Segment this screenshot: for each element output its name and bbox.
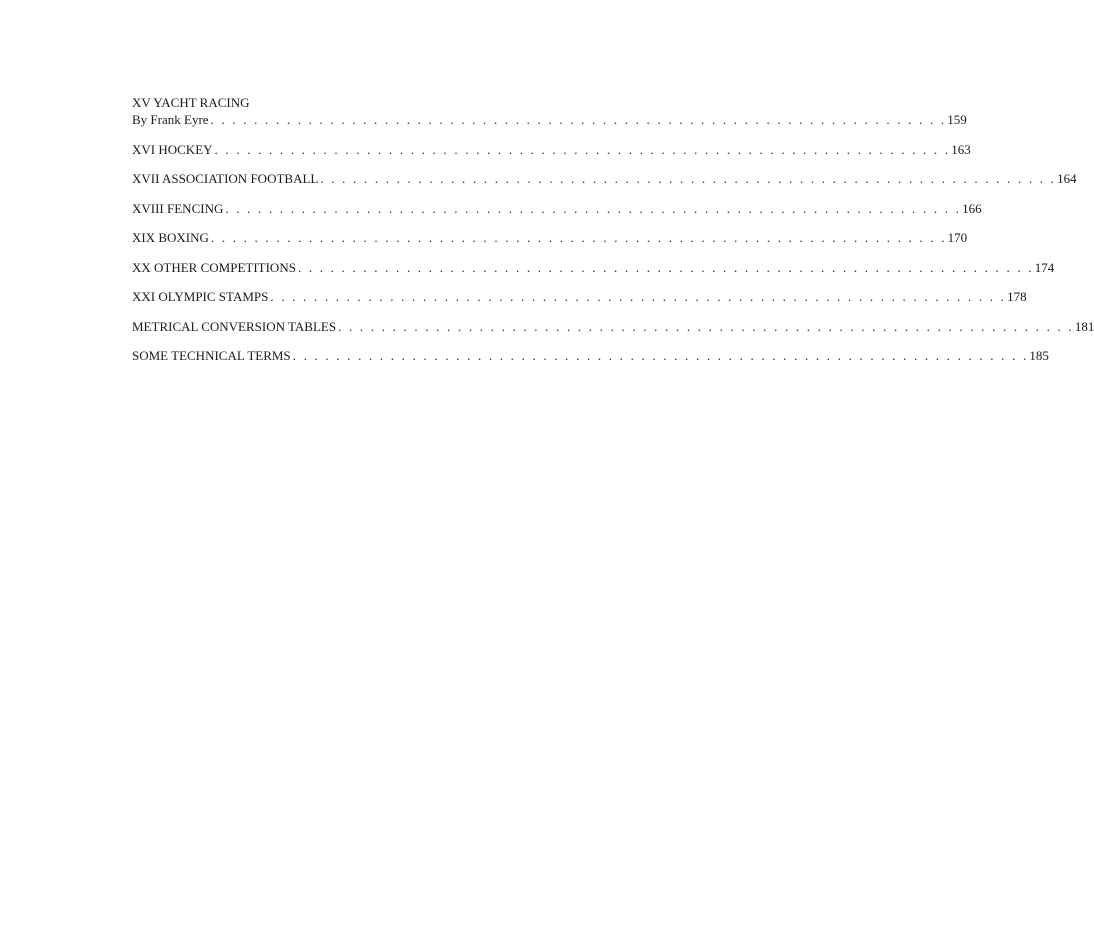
toc-page-number: 163 (951, 141, 971, 157)
toc-entry-olympic-stamps (132, 288, 1027, 305)
toc-page-number: 159 (947, 112, 967, 127)
toc-page-number: 166 (962, 200, 982, 216)
toc-entry-label: XXI OLYMPIC STAMPS (132, 289, 269, 304)
toc-entry-label: XVI HOCKEY (132, 141, 213, 157)
toc-entry-boxing (132, 229, 968, 246)
toc-page-number: 181 (1074, 318, 1094, 334)
toc-entry-hockey (132, 141, 971, 158)
toc-entry-row (132, 141, 971, 158)
dot-leader: . . . . . . . . . . . . . . . . . . . . . . . . . . . . . . . . . . . . . . . . . . . . . . . . . . . . . . . . . . . . . . . . . . . . (214, 141, 951, 157)
toc-chapter-heading: XV YACHT RACING (132, 95, 250, 110)
toc-page-number: 178 (1007, 289, 1027, 304)
toc-entry-row (132, 259, 1055, 276)
toc-entry-label: XIX BOXING (132, 230, 209, 245)
dot-leader: . . . . . . . . . . . . . . . . . . . . . . . . . . . . . . . . . . . . . . . . . . . . . . . . . . . . . . . . . . . . . . . . . . . . (338, 318, 1074, 334)
toc-entry-row (132, 229, 968, 246)
dot-leader: . . . . . . . . . . . . . . . . . . . . . . . . . . . . . . . . . . . . . . . . . . . . . . . . . . . . . . . . . . . . . . . . . . . . (270, 289, 1007, 304)
toc-entry-label: By Frank Eyre (132, 112, 209, 127)
toc-entry-row (132, 170, 1077, 187)
toc-page-number: 170 (947, 230, 968, 245)
toc-entry-fencing (132, 200, 982, 217)
dot-leader: . . . . . . . . . . . . . . . . . . . . . . . . . . . . . . . . . . . . . . . . . . . . . . . . . . . . . . . . . . . . . . . . . . . . (292, 348, 1029, 363)
dot-leader: . . . . . . . . . . . . . . . . . . . . . . . . . . . . . . . . . . . . . . . . . . . . . . . . . . . . . . . . . . . . . . . . . . . . (210, 112, 947, 127)
toc-entry-other-competitions (132, 259, 1055, 276)
table-of-contents (132, 94, 1094, 377)
toc-entry-row (132, 288, 1027, 305)
dot-leader: . . . . . . . . . . . . . . . . . . . . . . . . . . . . . . . . . . . . . . . . . . . . . . . . . . . . . . . . . . . . . . . . . . . . (320, 171, 1057, 186)
toc-entry-metrical-conversion-tables (132, 318, 1094, 335)
toc-entry-label: METRICAL CONVERSION TABLES (132, 318, 337, 334)
toc-entry-label: XVIII FENCING (132, 200, 224, 216)
toc-entry-row (132, 200, 982, 217)
toc-entry-association-football (132, 170, 1077, 187)
dot-leader: . . . . . . . . . . . . . . . . . . . . . . . . . . . . . . . . . . . . . . . . . . . . . . . . . . . . . . . . . . . . . . . . . . . . (210, 230, 947, 245)
dot-leader: . . . . . . . . . . . . . . . . . . . . . . . . . . . . . . . . . . . . . . . . . . . . . . . . . . . . . . . . . . . . . . . . . . . . (225, 200, 962, 216)
toc-entry-label: XX OTHER COMPETITIONS (132, 259, 296, 275)
toc-entry-label: XVII ASSOCIATION FOOTBALL (132, 171, 319, 186)
toc-entry-label: SOME TECHNICAL TERMS (132, 348, 291, 363)
toc-entry-some-technical-terms (132, 347, 1049, 364)
dot-leader: . . . . . . . . . . . . . . . . . . . . . . . . . . . . . . . . . . . . . . . . . . . . . . . . . . . . . . . . . . . . . . . . . . . . (297, 259, 1034, 275)
toc-entry-row (132, 347, 1049, 364)
toc-page-number: 174 (1034, 259, 1055, 275)
toc-page-number: 185 (1029, 348, 1049, 363)
toc-entry-yacht-racing (132, 94, 967, 128)
toc-page-number: 164 (1057, 171, 1077, 186)
toc-entry-row (132, 318, 1094, 335)
toc-entry-row (132, 111, 967, 128)
